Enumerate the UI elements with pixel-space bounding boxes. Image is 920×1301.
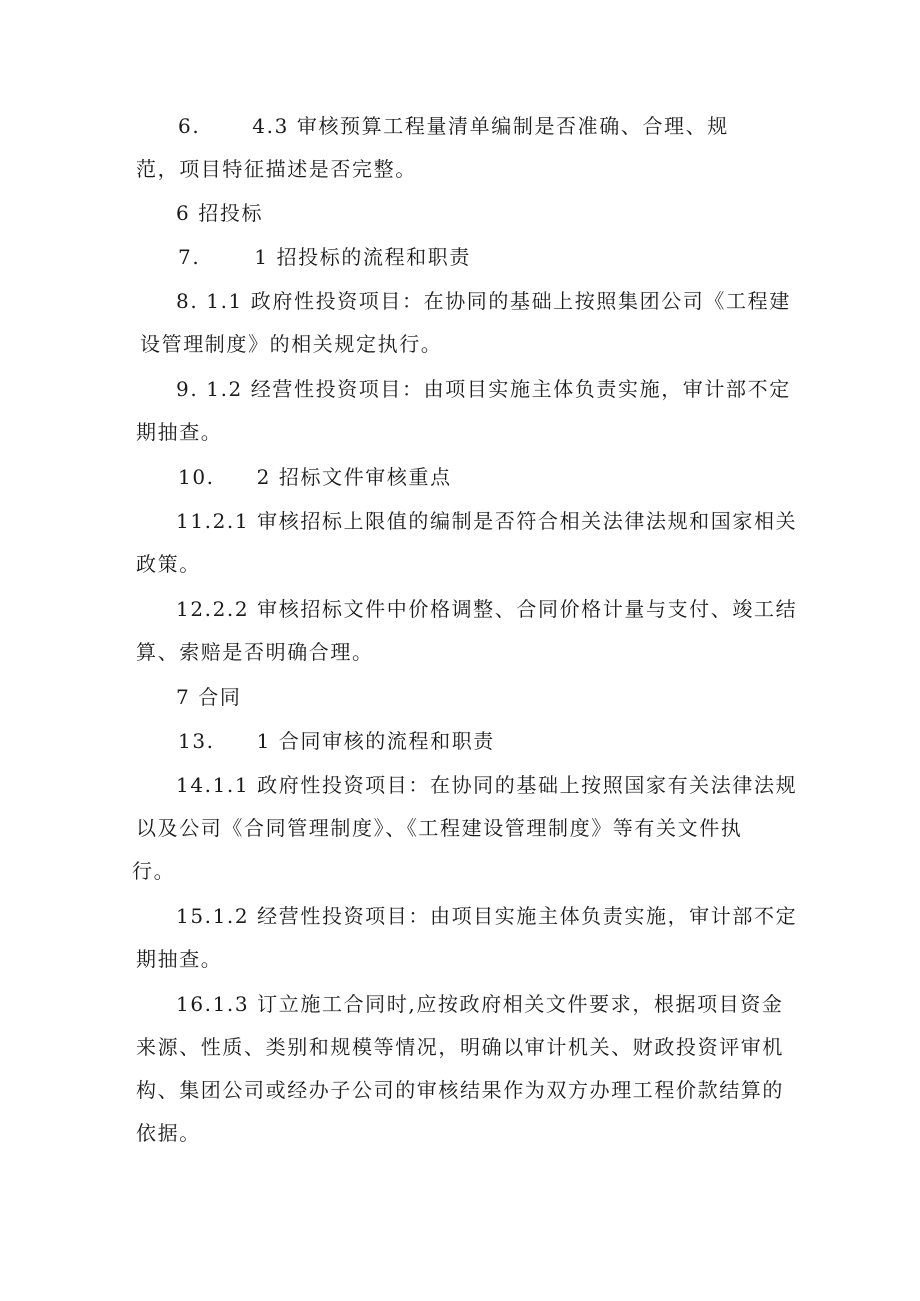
paragraph-line bbox=[176, 507, 797, 535]
paragraph-line bbox=[136, 1033, 784, 1061]
paragraph-line bbox=[178, 243, 471, 271]
paragraph-line bbox=[176, 287, 791, 315]
text-run: 16.1.3 订立施工合同时,应按政府相关文件要求，根据项目资金 bbox=[176, 992, 784, 1016]
text-run: 7 合同 bbox=[176, 685, 242, 709]
paragraph-line bbox=[136, 638, 374, 666]
text-run: 14.1.1 政府性投资项目：在协同的基础上按照国家有关法律法规 bbox=[176, 773, 798, 797]
text-run: 政策。 bbox=[136, 552, 201, 576]
text-run: 构、集团公司或经办子公司的审核结果作为双方办理工程价款结算的 bbox=[136, 1078, 784, 1102]
paragraph-line bbox=[136, 814, 742, 842]
text-run: 15.1.2 经营性投资项目：由项目实施主体负责实施，审计部不定 bbox=[176, 904, 798, 928]
section-heading bbox=[176, 199, 263, 227]
text-run: 范，项目特征描述是否完整。 bbox=[136, 157, 417, 181]
text-run: 11.2.1 审核招标上限值的编制是否符合相关法律法规和国家相关 bbox=[176, 509, 798, 533]
text-run: 依据。 bbox=[136, 1121, 201, 1145]
paragraph-line bbox=[176, 771, 797, 799]
text-run: 8. 1.1 政府性投资项目：在协同的基础上按照集团公司《工程建 bbox=[176, 289, 791, 313]
paragraph-line bbox=[178, 463, 452, 491]
text-run: 6 招投标 bbox=[176, 201, 264, 225]
paragraph-line bbox=[132, 857, 175, 885]
text-run: 以及公司《合同管理制度》、《工程建设管理制度》等有关文件执 bbox=[136, 816, 743, 840]
paragraph-line bbox=[136, 945, 222, 973]
text-run: 9. 1.2 经营性投资项目：由项目实施主体负责实施，审计部不定 bbox=[176, 377, 791, 401]
paragraph-line bbox=[136, 1119, 201, 1147]
text-run: 1 招投标的流程和职责 bbox=[254, 245, 471, 269]
list-number: 6. bbox=[178, 114, 201, 138]
text-run: 期抽查。 bbox=[136, 420, 223, 444]
section-heading bbox=[176, 683, 241, 711]
text-run: 12.2.2 审核招标文件中价格调整、合同价格计量与支付、竣工结 bbox=[176, 597, 798, 621]
list-number: 10. bbox=[178, 465, 215, 489]
paragraph-line bbox=[176, 595, 797, 623]
text-run: 设管理制度》的相关规定执行。 bbox=[140, 332, 443, 356]
text-run: 4.3 审核预算工程量清单编制是否准确、合理、规 bbox=[252, 114, 729, 138]
paragraph-line bbox=[140, 330, 442, 358]
text-run: 行。 bbox=[132, 859, 176, 883]
list-number: 7. bbox=[178, 245, 201, 269]
paragraph-line bbox=[176, 375, 791, 403]
text-run: 期抽查。 bbox=[136, 947, 223, 971]
text-run: 算、索赔是否明确合理。 bbox=[136, 640, 374, 664]
paragraph-line bbox=[136, 418, 222, 446]
text-run: 来源、性质、类别和规模等情况，明确以审计机关、财政投资评审机 bbox=[136, 1035, 784, 1059]
paragraph-line bbox=[136, 550, 201, 578]
paragraph-line bbox=[136, 1076, 784, 1104]
text-run: 1 合同审核的流程和职责 bbox=[256, 729, 495, 753]
paragraph-line bbox=[178, 112, 729, 140]
paragraph-line bbox=[176, 990, 784, 1018]
paragraph-line bbox=[176, 902, 797, 930]
paragraph-line bbox=[136, 155, 417, 183]
text-run: 2 招标文件审核重点 bbox=[256, 465, 452, 489]
paragraph-line bbox=[178, 727, 495, 755]
list-number: 13. bbox=[178, 729, 215, 753]
